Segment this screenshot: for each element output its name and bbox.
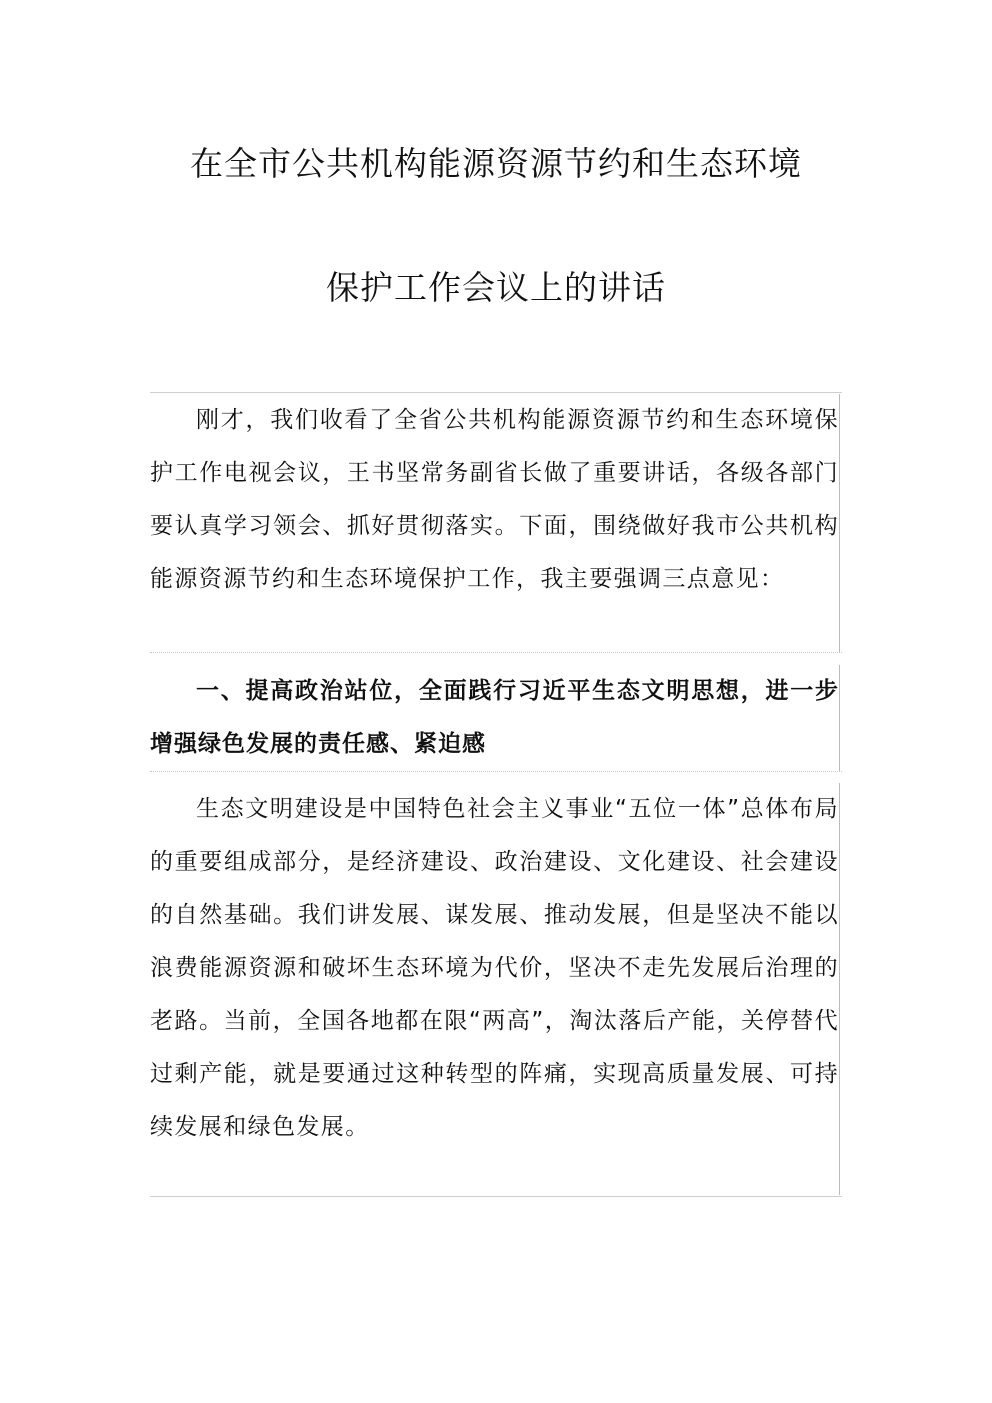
divider-top: [150, 392, 842, 393]
divider-intro-end: [150, 652, 842, 653]
intro-block: [150, 394, 840, 652]
document-title-line-2: 保护工作会议上的讲话: [326, 268, 666, 307]
section-1-paragraph: 生态文明建设是中国特色社会主义事业“五位一体”总体布局的重要组成部分，是经济建设、政治建设、文化建设、社会建设的自然基础。我们讲发展、谋发展、推动发展，但是坚决不能以浪费能源资源和破坏生态环境为代价，坚决不走先发展后治理的老路。当前，全国各地都在限“两高”，淘汰落后产能，关停替代过剩产能，就是要通过这种转型的阵痛，实现高质量发展、可持续发展和绿色发展。: [150, 796, 839, 1140]
divider-heading-end: [150, 771, 842, 772]
intro-paragraph: 刚才，我们收看了全省公共机构能源资源节约和生态环境保护工作电视会议，王书坚常务副省长做了重要讲话，各级各部门要认真学习领会、抓好贯彻落实。下面，围绕做好我市公共机构能源资源节约和生态环境保护工作，我主要强调三点意见：: [150, 407, 839, 592]
section-1-heading: 一、提高政治站位，全面践行习近平生态文明思想，进一步增强绿色发展的责任感、紧迫感: [150, 678, 839, 757]
section-1-body-block: [150, 783, 840, 1195]
section-1-heading-block: [150, 665, 840, 771]
document-title-line-1: 在全市公共机构能源资源节约和生态环境: [190, 144, 802, 183]
divider-bottom: [150, 1196, 842, 1197]
